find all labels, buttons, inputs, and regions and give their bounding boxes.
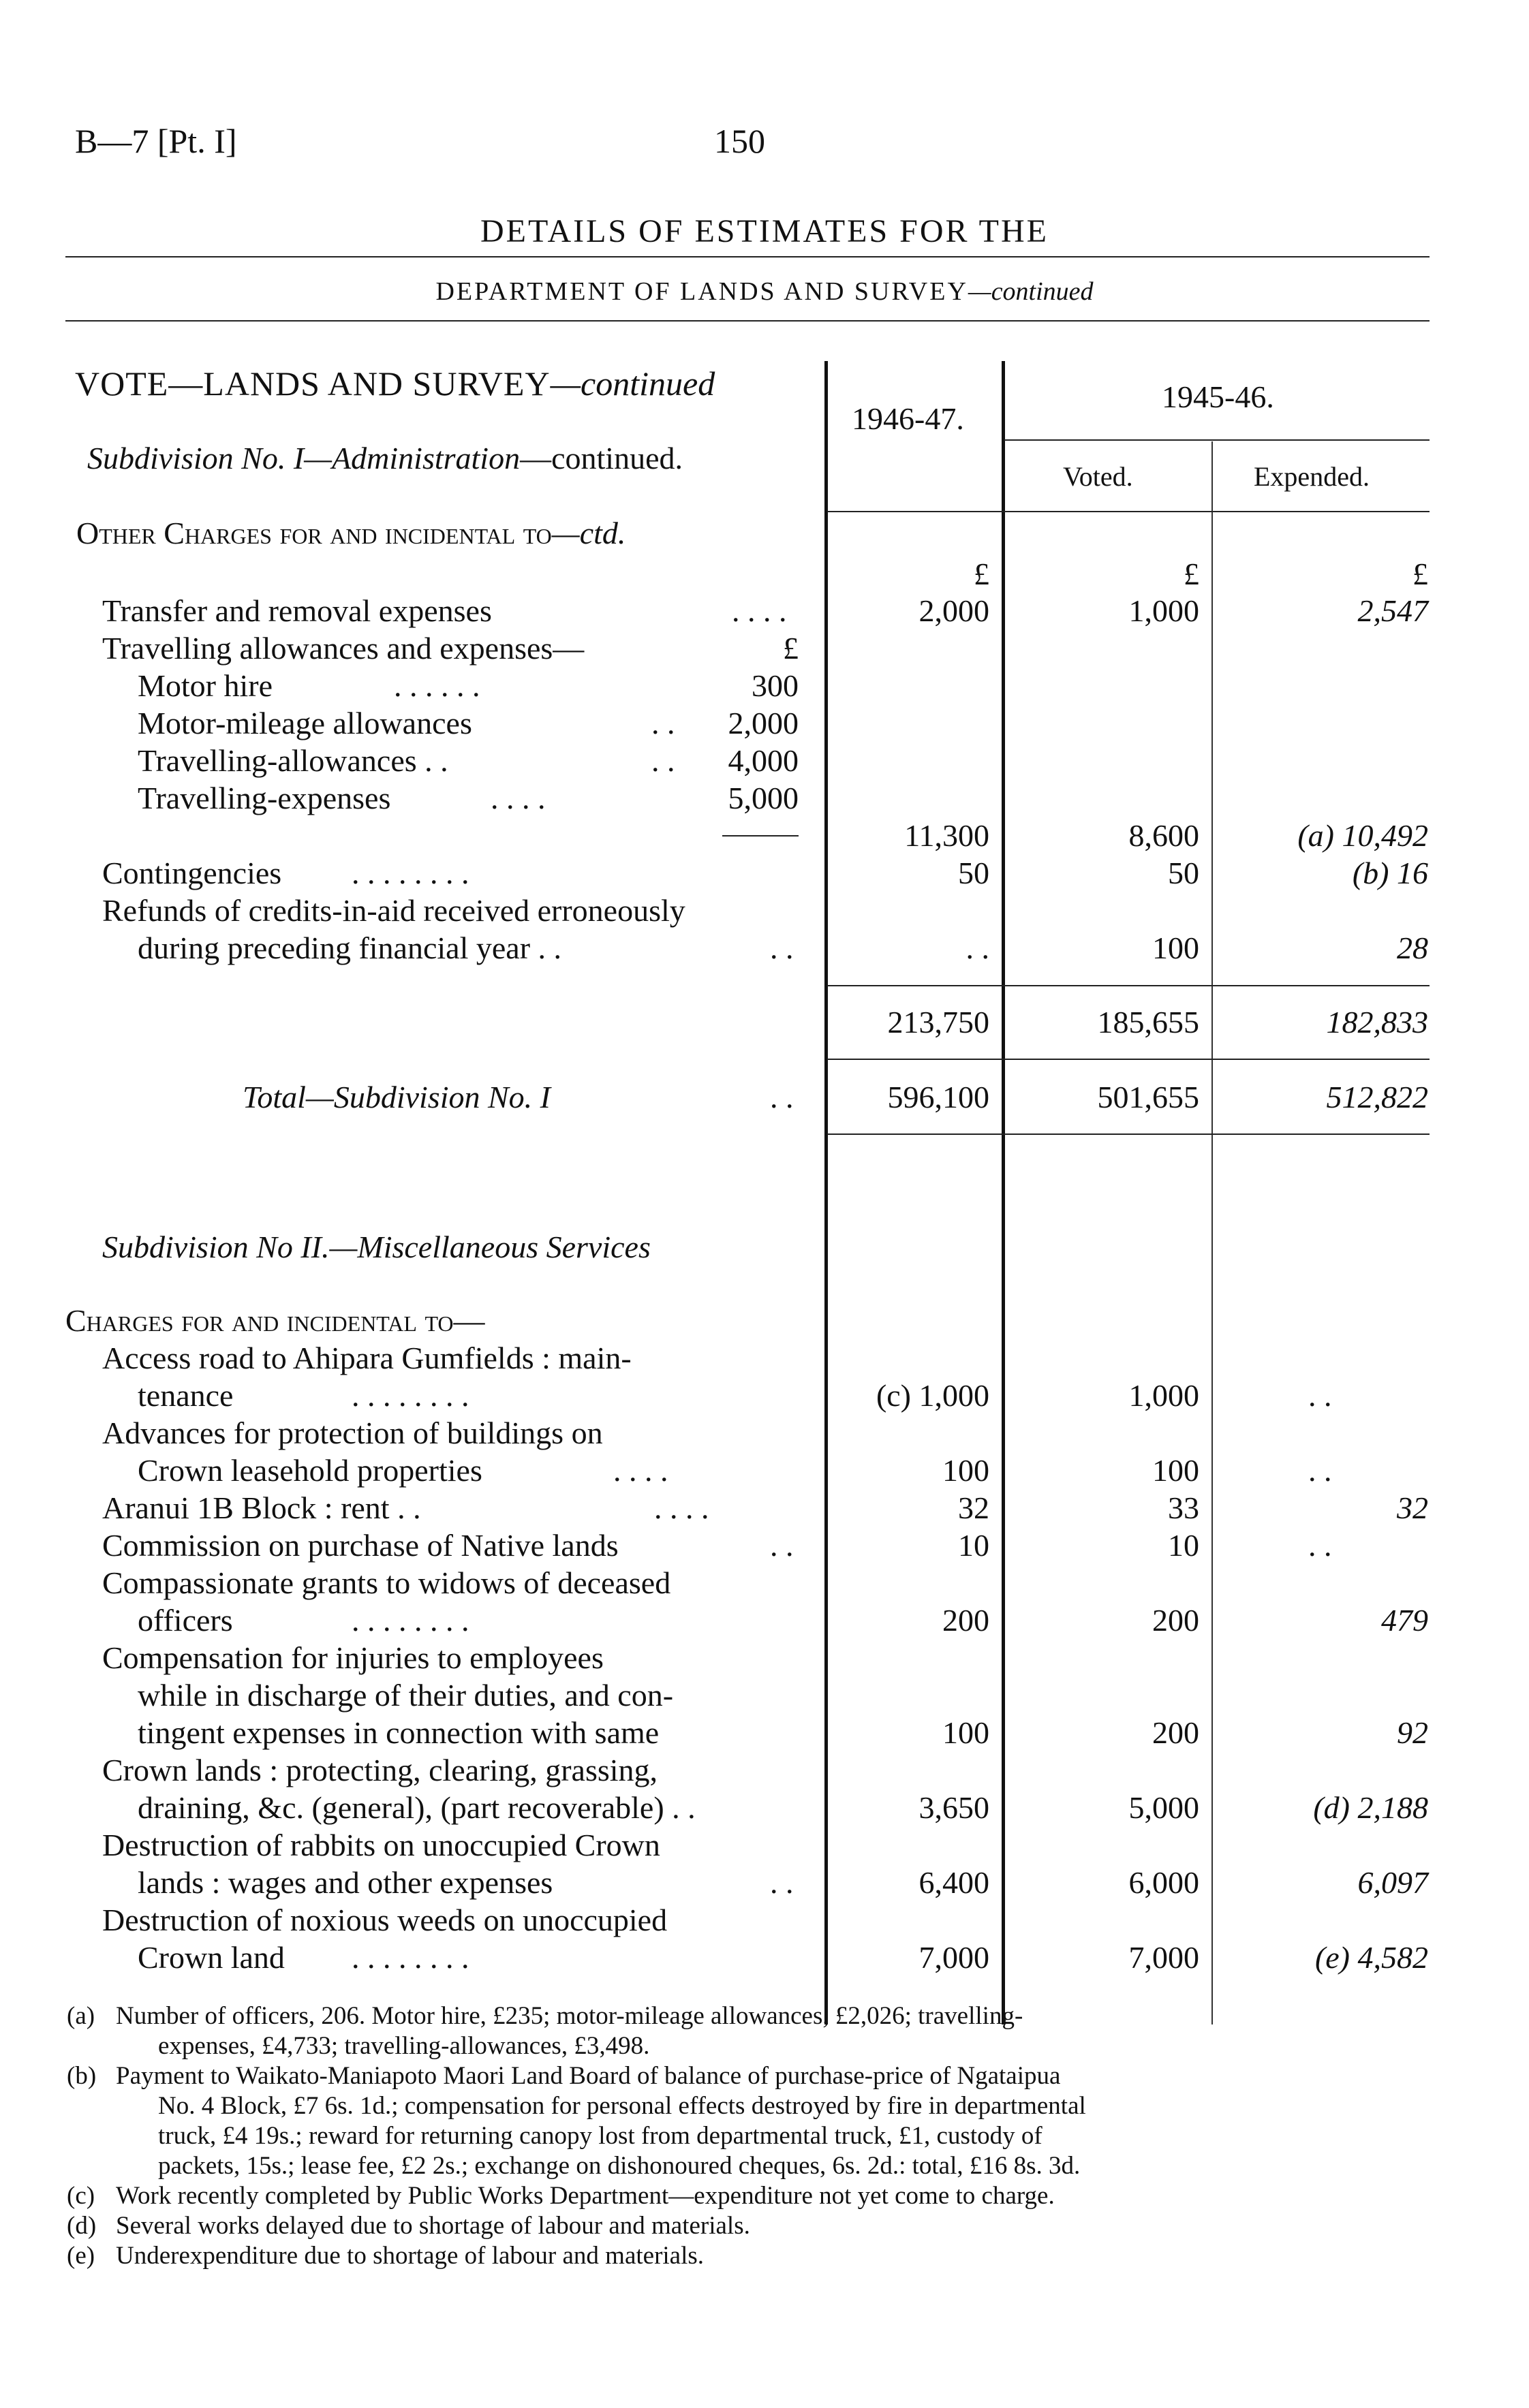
- cell-1946-47: 200: [942, 1603, 989, 1638]
- row-commission: Commission on purchase of Native lands: [102, 1528, 619, 1563]
- row-crown-lands: Crown lands : protecting, clearing, grassing,: [102, 1753, 658, 1787]
- cell-1946-47: 100: [942, 1715, 989, 1750]
- subtotal-1946-47: 213,750: [887, 1005, 989, 1039]
- column-rule-middle: [1002, 361, 1005, 2024]
- cell-1946-47: 6,400: [918, 1865, 989, 1900]
- column-header-expended: Expended.: [1254, 461, 1370, 492]
- row-dots: . .: [770, 1080, 794, 1114]
- footnote-b-line-4: packets, 15s.; lease fee, £2 2s.; exchange on dishonoured cheques, 6s. 2d.: total, £16 8s. 3d.: [158, 2152, 1081, 2180]
- row-contingencies: Contingencies: [102, 856, 282, 890]
- subtitle-rule: [65, 320, 1430, 322]
- row-refunds-cont: during preceding financial year . .: [138, 931, 562, 965]
- footnote-a-mark: (a): [67, 2002, 95, 2030]
- cell-voted: 7,000: [1128, 1940, 1199, 1975]
- row-weeds-cont: Crown land: [138, 1940, 285, 1975]
- cell-1946-47: 100: [942, 1453, 989, 1488]
- row-dots: . .: [770, 1865, 794, 1900]
- page-reference: B—7 [Pt. I]: [75, 122, 237, 160]
- row-dots: . . . . . . . .: [352, 1378, 469, 1413]
- column-header-1945-46: 1945-46.: [1162, 379, 1274, 414]
- row-motor-hire: Motor hire: [138, 668, 273, 703]
- cell-expended: . .: [1308, 1378, 1332, 1413]
- cell-expended: 92: [1397, 1715, 1428, 1750]
- cell-expended: . .: [1308, 1453, 1332, 1488]
- footnote-d-line-1: Several works delayed due to shortage of labour and materials.: [116, 2212, 750, 2240]
- sub-amount: 300: [752, 668, 799, 703]
- row-dots: . .: [651, 706, 675, 740]
- cell-1946-47: . .: [966, 931, 989, 965]
- row-dots: . .: [770, 1528, 794, 1563]
- footnote-e-mark: (e): [67, 2242, 95, 2270]
- cell-expended: 479: [1381, 1603, 1428, 1638]
- pound-sign-1946-47: £: [974, 557, 989, 591]
- sub-total-rule: [722, 835, 799, 836]
- title-rule: [65, 256, 1430, 257]
- department-name: DEPARTMENT OF LANDS AND SURVEY: [435, 277, 968, 306]
- cell-expended: . .: [1308, 1528, 1332, 1563]
- footnote-b-line-3: truck, £4 19s.; reward for returning canopy lost from departmental truck, £1, custody of: [158, 2122, 1042, 2150]
- cell-expended: (d) 2,188: [1313, 1790, 1428, 1825]
- row-aranui: Aranui 1B Block : rent . .: [102, 1490, 421, 1525]
- row-rabbits: Destruction of rabbits on unoccupied Crown: [102, 1828, 660, 1862]
- cell-voted: 8,600: [1128, 818, 1199, 853]
- header-split-rule: [1004, 439, 1430, 441]
- row-access-road: Access road to Ahipara Gumfields : main-: [102, 1341, 632, 1375]
- row-motor-mileage: Motor-mileage allowances: [138, 706, 472, 740]
- footnote-a-line-2: expenses, £4,733; travelling-allowances, £3,498.: [158, 2032, 650, 2060]
- cell-voted: 1,000: [1128, 593, 1199, 628]
- footnote-c-line-1: Work recently completed by Public Works Department—expenditure not yet come to charge.: [116, 2182, 1055, 2210]
- cell-expended: (a) 10,492: [1297, 818, 1428, 853]
- row-dots: . . . .: [732, 593, 787, 628]
- department-continued: —continued: [968, 277, 1094, 306]
- sub-amount: 5,000: [728, 781, 799, 815]
- cell-voted: 10: [1168, 1528, 1199, 1563]
- footnote-a-line-1: Number of officers, 206. Motor hire, £235; motor-mileage allowances, £2,026; travelling-: [116, 2002, 1023, 2030]
- cell-expended: 2,547: [1357, 593, 1428, 628]
- cell-expended: (e) 4,582: [1314, 1940, 1428, 1975]
- vote-heading: [75, 364, 715, 403]
- sub-amount: 2,000: [728, 706, 799, 740]
- cell-1946-47: 2,000: [918, 593, 989, 628]
- row-access-road-cont: tenance: [138, 1378, 234, 1413]
- footnote-c-mark: (c): [67, 2182, 95, 2210]
- row-dots: . .: [651, 743, 675, 778]
- row-dots: . .: [770, 931, 794, 965]
- cell-voted: 100: [1152, 1453, 1199, 1488]
- row-compassionate: Compassionate grants to widows of deceased: [102, 1565, 671, 1600]
- cell-1946-47: 7,000: [918, 1940, 989, 1975]
- row-travelling-allowances: Travelling allowances and expenses—: [102, 631, 585, 666]
- subtotal-rule-bottom: [827, 1059, 1430, 1060]
- cell-voted: 6,000: [1128, 1865, 1199, 1900]
- other-charges-heading: [76, 515, 626, 551]
- row-dots: . . . .: [654, 1490, 709, 1525]
- total-expended: 512,822: [1326, 1080, 1428, 1114]
- other-charges-text: Other Charges for and incidental to: [76, 516, 552, 550]
- total-subdivision-1-label: Total—Subdivision No. I: [243, 1080, 551, 1114]
- cell-voted: 200: [1152, 1715, 1199, 1750]
- column-rule-left: [824, 361, 828, 2024]
- other-charges-continued: —ctd.: [551, 516, 626, 550]
- row-dots: . . . . . . . .: [352, 1603, 469, 1638]
- column-rule-voted-expended: [1211, 441, 1213, 2024]
- row-dots: . . . .: [613, 1453, 668, 1488]
- subdivision-1-title: Subdivision No. I—Administration: [87, 441, 521, 475]
- row-travelling-expenses: Travelling-expenses: [138, 781, 391, 815]
- footnote-b-line-2: No. 4 Block, £7 6s. 1d.; compensation for personal effects destroyed by fire in departmental: [158, 2092, 1086, 2120]
- page-number: 150: [714, 122, 765, 160]
- row-crown-lands-cont: draining, &c. (general), (part recoverable) . .: [138, 1790, 696, 1825]
- row-rabbits-cont: lands : wages and other expenses: [138, 1865, 553, 1900]
- total-1946-47: 596,100: [887, 1080, 989, 1114]
- footnote-d-mark: (d): [67, 2212, 97, 2240]
- cell-expended: 28: [1397, 931, 1428, 965]
- cell-voted: 1,000: [1128, 1378, 1199, 1413]
- charges-heading: Charges for and incidental to—: [65, 1303, 485, 1338]
- footnote-b-line-1: Payment to Waikato-Maniapoto Maori Land Board of balance of purchase-price of Ngataipua: [116, 2062, 1061, 2090]
- subtotal-expended: 182,833: [1326, 1005, 1428, 1039]
- row-compensation-cont-2: tingent expenses in connection with same: [138, 1715, 660, 1750]
- cell-expended: 32: [1397, 1490, 1428, 1525]
- row-compassionate-cont: officers: [138, 1603, 233, 1638]
- footnote-b-mark: (b): [67, 2062, 97, 2090]
- cell-1946-47: 11,300: [904, 818, 989, 853]
- row-transfer-removal: [102, 593, 492, 629]
- vote-heading-continued: —continued: [550, 364, 715, 403]
- row-label: Transfer and removal expenses: [102, 593, 492, 628]
- pound-sign-expended: £: [1412, 557, 1428, 591]
- sub-amount: 4,000: [728, 743, 799, 778]
- row-refunds: Refunds of credits-in-aid received erroneously: [102, 893, 685, 928]
- cell-1946-47: 50: [958, 856, 989, 890]
- subdivision-1-heading: [87, 440, 683, 476]
- column-header-1946-47: 1946-47.: [852, 401, 964, 436]
- cell-1946-47: 32: [958, 1490, 989, 1525]
- sub-pound-sign: £: [783, 631, 799, 666]
- cell-expended: (b) 16: [1352, 856, 1428, 890]
- page-title: DETAILS OF ESTIMATES FOR THE: [480, 213, 1049, 249]
- cell-1946-47: 3,650: [918, 1790, 989, 1825]
- subdivision-1-continued: —continued.: [520, 441, 683, 475]
- subdivision-2-heading: Subdivision No II.—Miscellaneous Services: [102, 1230, 651, 1264]
- row-dots: . . . .: [491, 781, 546, 815]
- row-advances: Advances for protection of buildings on: [102, 1416, 603, 1450]
- vote-heading-text: VOTE—LANDS AND SURVEY: [75, 364, 551, 403]
- cell-voted: 33: [1168, 1490, 1199, 1525]
- row-dots: . . . . . . . .: [352, 856, 469, 890]
- row-dots: . . . . . .: [394, 668, 480, 703]
- row-compensation-cont: while in discharge of their duties, and con-: [138, 1678, 674, 1713]
- cell-1946-47: 10: [958, 1528, 989, 1563]
- total-rule: [827, 1133, 1430, 1135]
- row-dots: . . . . . . . .: [352, 1940, 469, 1975]
- subtotal-rule-top: [827, 985, 1430, 986]
- header-bottom-rule: [827, 511, 1430, 512]
- row-travelling-allowances-item: Travelling-allowances . .: [138, 743, 448, 778]
- cell-expended: 6,097: [1357, 1865, 1428, 1900]
- cell-voted: 50: [1168, 856, 1199, 890]
- cell-voted: 5,000: [1128, 1790, 1199, 1825]
- total-voted: 501,655: [1097, 1080, 1199, 1114]
- cell-voted: 100: [1152, 931, 1199, 965]
- department-subtitle: [0, 277, 1529, 307]
- cell-voted: 200: [1152, 1603, 1199, 1638]
- subtotal-voted: 185,655: [1097, 1005, 1199, 1039]
- cell-1946-47: (c) 1,000: [876, 1378, 989, 1413]
- row-advances-cont: Crown leasehold properties: [138, 1453, 482, 1488]
- column-header-voted: Voted.: [1063, 461, 1133, 492]
- row-compensation: Compensation for injuries to employees: [102, 1640, 604, 1675]
- row-weeds: Destruction of noxious weeds on unoccupied: [102, 1903, 668, 1937]
- footnote-e-line-1: Underexpenditure due to shortage of labour and materials.: [116, 2242, 705, 2270]
- pound-sign-voted: £: [1184, 557, 1199, 591]
